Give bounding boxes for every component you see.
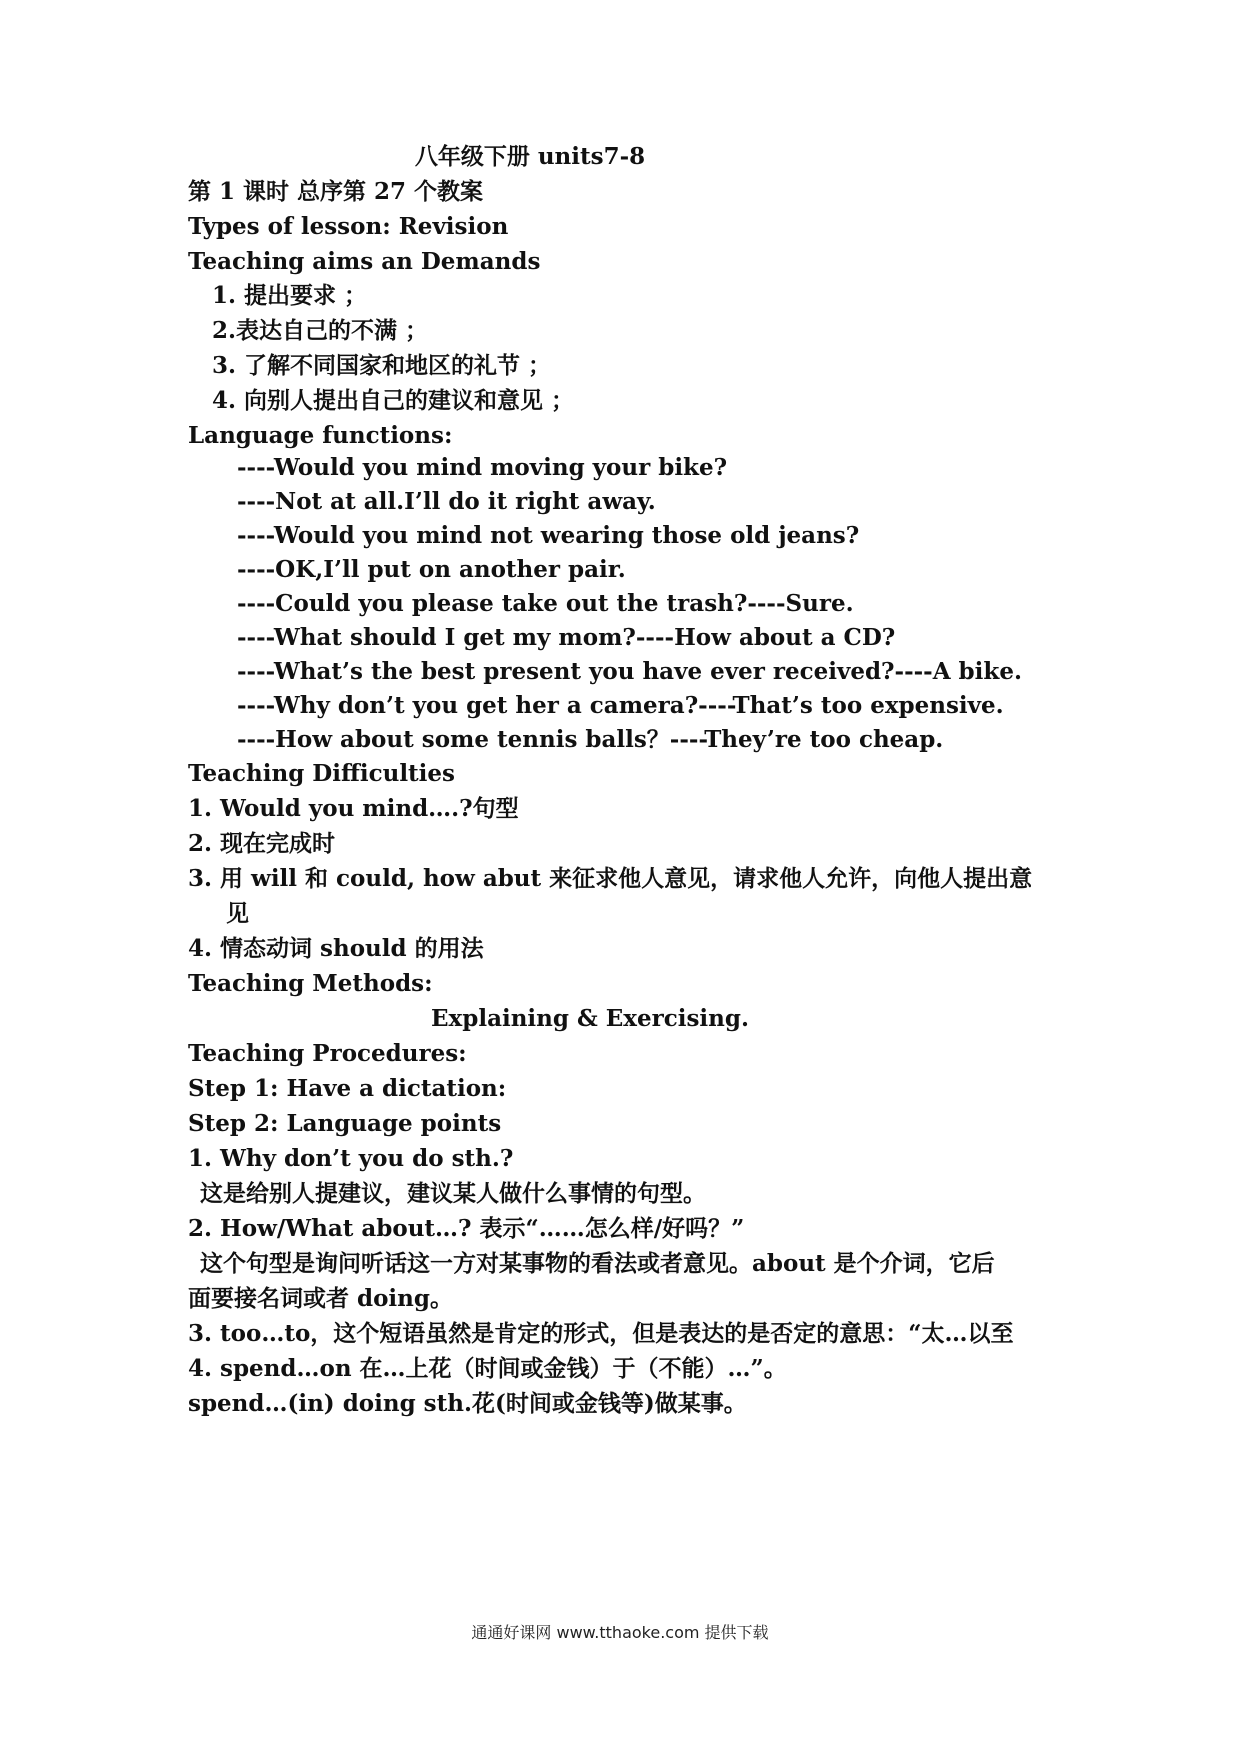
function-line: ----Not at all.I’ll do it right away. xyxy=(237,488,656,515)
language-point: 1. Why don’t you do sth.? xyxy=(188,1145,514,1172)
function-line: ----OK,I’ll put on another pair. xyxy=(237,556,626,583)
difficulty-item-continued: 见 xyxy=(226,900,249,927)
language-point: 4. spend…on 在…上花（时间或金钱）于（不能）…”。 xyxy=(188,1355,787,1382)
aim-item: 4. 向别人提出自己的建议和意见 ； xyxy=(212,387,575,414)
language-point: 3. too…to，这个短语虽然是肯定的形式，但是表达的是否定的意思：“太…以至 xyxy=(188,1320,1014,1347)
types-of-lesson: Types of lesson: Revision xyxy=(188,213,509,240)
difficulties-heading: Teaching Difficulties xyxy=(188,760,455,787)
function-line: ----Could you please take out the trash?----Sure. xyxy=(237,590,854,617)
function-line: ----Would you mind not wearing those old jeans? xyxy=(237,522,860,549)
language-point-note: 这是给别人提建议，建议某人做什么事情的句型。 xyxy=(200,1180,706,1207)
function-line: ----How about some tennis balls？----They’re too cheap. xyxy=(237,726,944,753)
language-point-note: 这个句型是询问听话这一方对某事物的看法或者意见。about 是个介词，它后 xyxy=(200,1250,995,1277)
methods-text: Explaining & Exercising. xyxy=(431,1005,749,1032)
function-line: ----What’s the best present you have ever received?----A bike. xyxy=(237,658,1022,685)
language-point-note: spend…(in) doing sth.花(时间或金钱等)做某事。 xyxy=(188,1390,747,1417)
aim-item: 1. 提出要求 ； xyxy=(212,282,368,309)
function-line: ----What should I get my mom?----How about a CD? xyxy=(237,624,896,651)
methods-heading: Teaching Methods: xyxy=(188,970,433,997)
document-title: 八年级下册 units7-8 xyxy=(414,143,646,170)
difficulty-item: 3. 用 will 和 could, how abut 来征求他人意见，请求他人允许，向他人提出意 xyxy=(188,865,1033,892)
aims-heading: Teaching aims an Demands xyxy=(188,248,541,275)
aim-item: 3. 了解不同国家和地区的礼节 ； xyxy=(212,352,552,379)
function-line: ----Would you mind moving your bike? xyxy=(237,454,728,481)
page-footer: 通通好课网 www.tthaoke.com 提供下载 xyxy=(471,1623,769,1642)
difficulty-item: 2. 现在完成时 xyxy=(188,830,336,857)
step-1: Step 1: Have a dictation: xyxy=(188,1075,507,1102)
language-point-note: 面要接名词或者 doing。 xyxy=(188,1285,453,1312)
lesson-header: 第 1 课时 总序第 27 个教案 xyxy=(188,178,484,205)
procedures-heading: Teaching Procedures: xyxy=(188,1040,467,1067)
functions-heading: Language functions: xyxy=(188,422,453,449)
difficulty-item: 4. 情态动词 should 的用法 xyxy=(188,935,484,962)
aim-item: 2.表达自己的不满 ； xyxy=(212,317,429,344)
function-line: ----Why don’t you get her a camera?----That’s too expensive. xyxy=(237,692,1004,719)
language-point: 2. How/What about…? 表示“……怎么样/好吗？” xyxy=(188,1215,745,1242)
difficulty-item: 1. Would you mind….?句型 xyxy=(188,795,519,822)
step-2: Step 2: Language points xyxy=(188,1110,502,1137)
